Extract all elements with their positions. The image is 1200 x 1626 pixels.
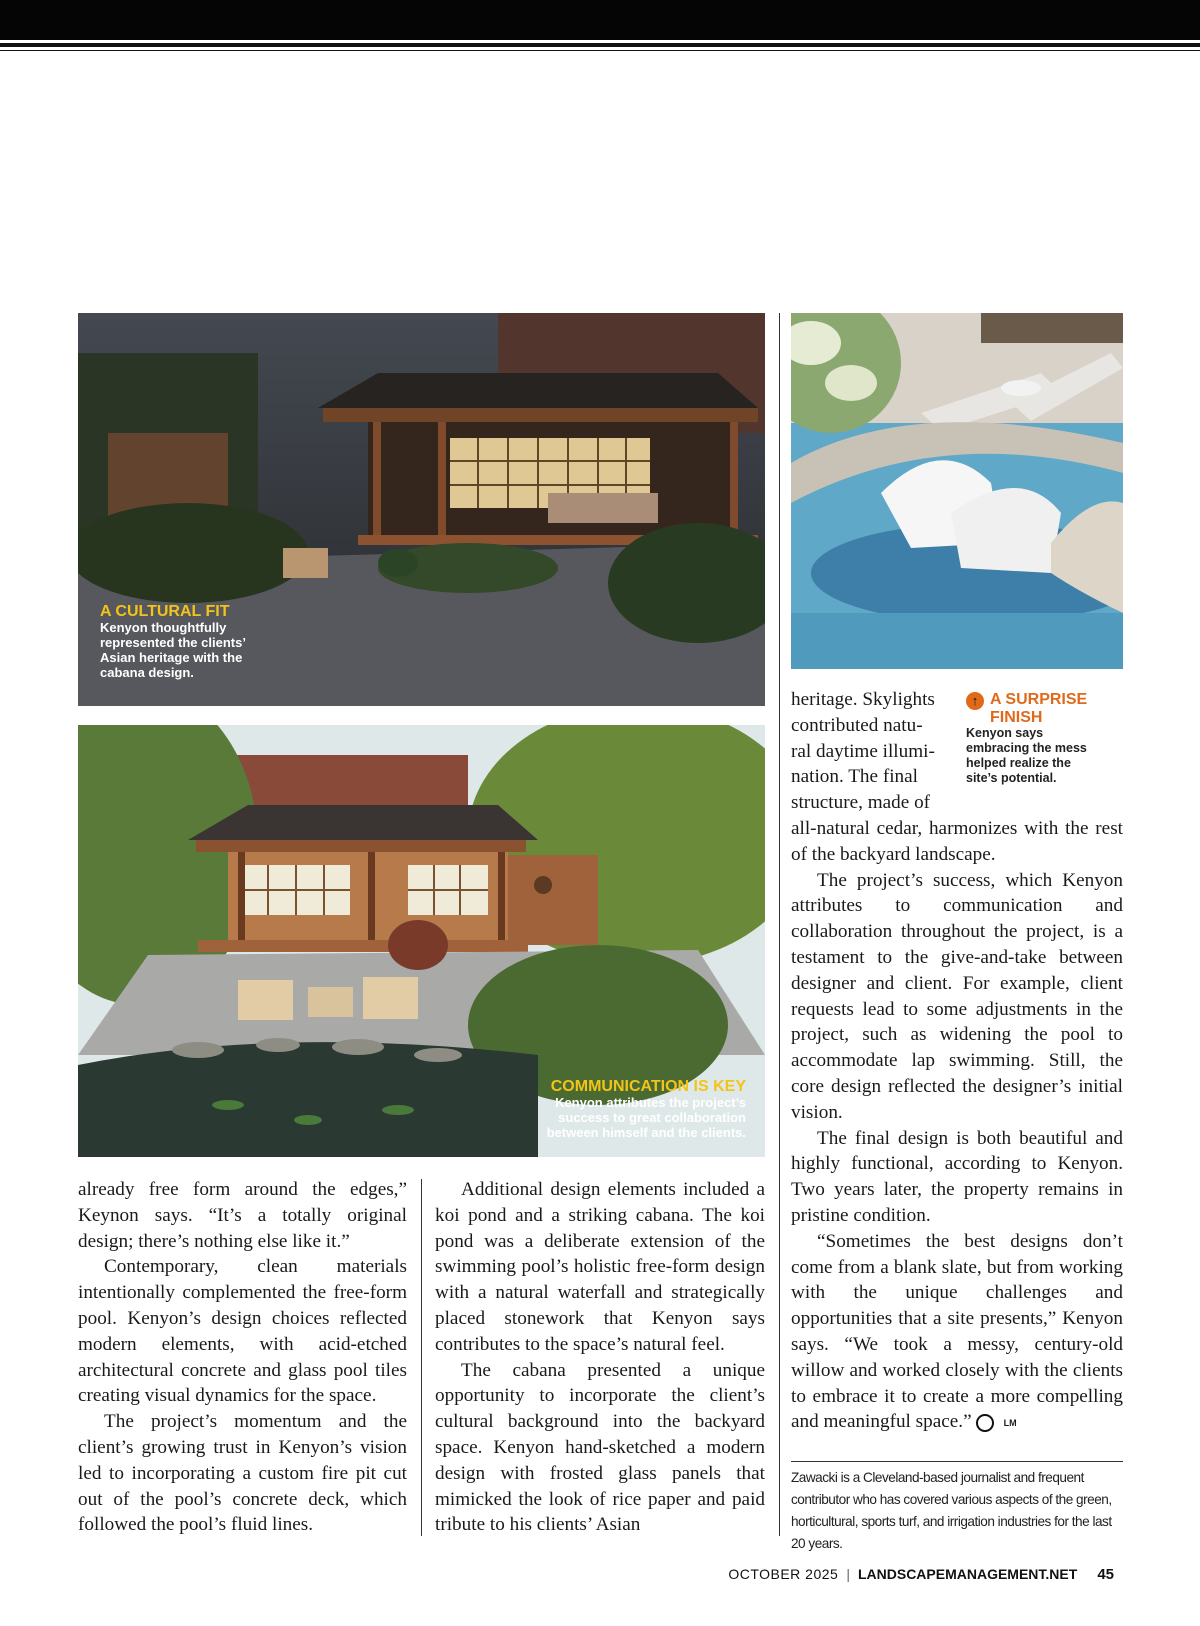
caption-communication-line: Kenyon attributes the project’s: [555, 1095, 746, 1110]
arrow-up-icon: ↑: [966, 692, 984, 710]
footer-issue-date: OCTOBER 2025: [728, 1566, 839, 1582]
caption-surprise-line: embracing the mess: [966, 741, 1087, 755]
photo-pool-loungers: [791, 313, 1123, 669]
caption-surprise-line: Kenyon says: [966, 726, 1044, 740]
bio-rule: [791, 1461, 1123, 1462]
text-line: ral daytime illumi-: [791, 740, 935, 762]
paragraph: Additional design elements included a koi pond and a striking cabana. The koi pond was a deliberate extension of the swimming pool’s holistic free-form design with a natural waterfall and strategically placed stonework that Kenyon says contributes to the space’s natural feel.: [435, 1179, 765, 1355]
footer-website: LANDSCAPEMANAGEMENT.NET: [857, 1566, 1078, 1582]
paragraph: all-natural cedar, harmonizes with the rest of the backyard landscape.: [791, 818, 1123, 865]
footer-separator: |: [846, 1566, 850, 1582]
paragraph: Contemporary, clean materials intentionally complemented the free-form pool. Kenyon’s design choices reflected modern elements, with acid-etched architectural concrete and glass pool tiles creating visual dynamics for the space.: [78, 1256, 407, 1407]
body-column-3-narrow: [791, 687, 951, 816]
caption-surprise-line: helped realize the: [966, 756, 1071, 770]
column-divider: [779, 313, 780, 1536]
paragraph: The project’s momentum and the client’s growing trust in Kenyon’s vision led to incorporating a custom fire pit cut out of the pool’s concrete deck, which followed the pool’s fluid lines.: [78, 1411, 407, 1536]
caption-communication: [508, 1078, 746, 1140]
paragraph: already free form around the edges,” Keynon says. “It’s a totally original design; there’s nothing else like it.”: [78, 1179, 407, 1252]
caption-surprise-finish: [966, 692, 1126, 786]
caption-surprise-line: site’s potential.: [966, 771, 1057, 785]
top-rule-thick: [0, 43, 1200, 47]
caption-cultural-fit-line: Asian heritage with the: [100, 650, 243, 665]
body-column-3: [791, 816, 1123, 1435]
page-footer: [728, 1566, 1114, 1583]
text-line: nation. The final: [791, 766, 918, 788]
paragraph: The final design is both beautiful and highly functional, according to Kenyon. Two years later, the property remains in pristine condition.: [791, 1127, 1123, 1226]
paragraph-text: “Sometimes the best designs don’t come from a blank slate, but from working with the unique challenges and opportunities that a site presents,” Kenyon says. “We took a messy, century-old willow and worked closely with the clients to embrace it to create a more compelling and meaningful space.”: [791, 1230, 1123, 1433]
caption-cultural-fit-line: cabana design.: [100, 665, 194, 680]
caption-cultural-fit: [100, 603, 246, 680]
end-mark-icon: LM: [976, 1414, 994, 1432]
page-number: 45: [1097, 1566, 1114, 1583]
top-black-band: [0, 0, 1200, 40]
caption-communication-heading: COMMUNICATION IS KEY: [550, 1078, 746, 1095]
caption-surprise-heading: A SURPRISE: [990, 691, 1088, 708]
caption-communication-line: between himself and the clients.: [546, 1125, 746, 1140]
text-line: heritage. Skylights: [791, 689, 935, 710]
body-column-1: [78, 1177, 407, 1538]
author-bio: Zawacki is a Cleveland-based journalist and frequent contributor who has covered various aspects of the green, horticultural, sports turf, and irrigation industries for the last 20 years.: [791, 1470, 1112, 1551]
paragraph: The cabana presented a unique opportunity to incorporate the client’s cultural background into the backyard space. Kenyon hand-sketched a modern design with frosted glass panels that mimicked the look of rice paper and paid tribute to his clients’ Asian: [435, 1359, 765, 1536]
caption-communication-line: success to great collaboration: [558, 1110, 746, 1125]
paragraph: The project’s success, which Kenyon attributes to communication and collaboration throughout the project, is a testament to the give-and-take between designer and client. For example, client requests lead to some adjustments in the project, such as widening the pool to accommodate lap swimming. Still, the core design reflected the designer’s initial vision.: [791, 869, 1123, 1123]
top-rule-thin: [0, 50, 1200, 51]
paragraph: [791, 1229, 1123, 1435]
caption-surprise-heading-2: FINISH: [990, 709, 1043, 726]
caption-cultural-fit-heading: A CULTURAL FIT: [100, 603, 230, 620]
caption-cultural-fit-line: represented the clients’: [100, 635, 246, 650]
caption-cultural-fit-line: Kenyon thoughtfully: [100, 620, 227, 635]
text-line: structure, made of: [791, 792, 931, 814]
text-line: contributed natu-: [791, 714, 923, 736]
column-divider: [421, 1179, 422, 1536]
body-column-2: [435, 1177, 765, 1538]
